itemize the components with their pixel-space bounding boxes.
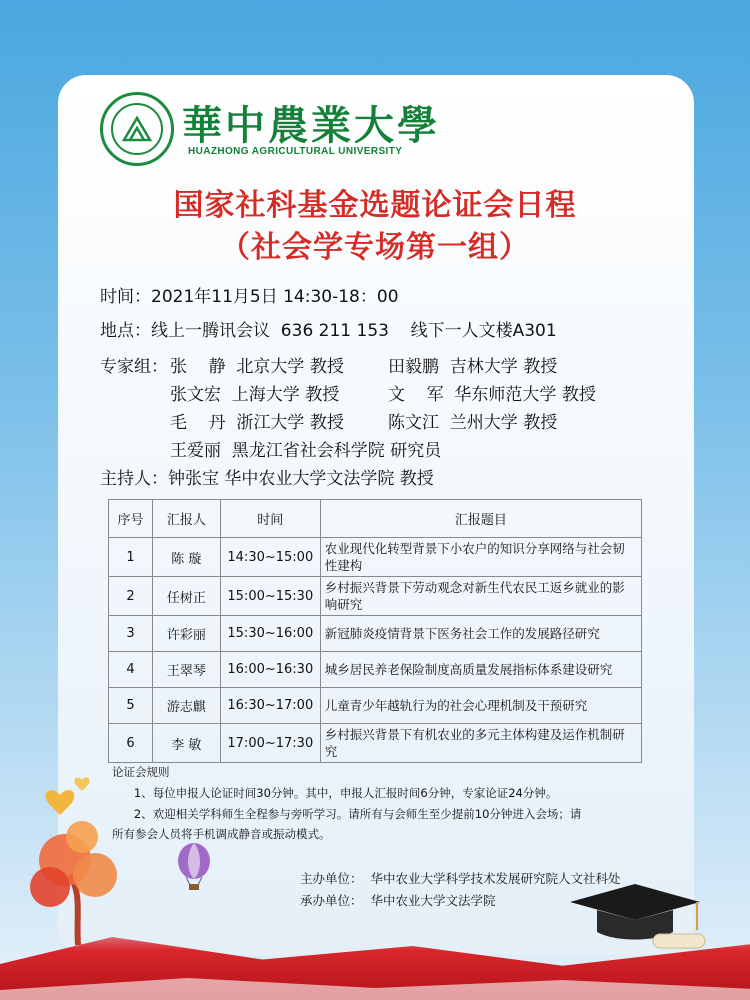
header-index: 序号 (109, 500, 153, 538)
page-title: 国家社科基金选题论证会日程 (173, 188, 577, 223)
row-index: 5 (109, 688, 153, 724)
row-time: 14:30~15:00 (220, 538, 320, 577)
hot-air-balloon-icon (174, 843, 214, 891)
row-topic: 新冠肺炎疫情背景下医务社会工作的发展路径研究 (320, 616, 641, 652)
row-topic: 乡村振兴背景下有机农业的多元主体构建及运作机制研究 (320, 724, 641, 763)
rules-line-1: 1、每位申报人论证时间30分钟。其中，申报人汇报时间6分钟，专家论证24分钟。 (112, 786, 558, 800)
organizer-co: 承办单位： 华中农业大学文法学院 (300, 893, 496, 908)
row-presenter: 陈 璇 (152, 538, 220, 577)
row-index: 3 (109, 616, 153, 652)
row-presenter: 李 敏 (152, 724, 220, 763)
row-topic: 儿童青少年越轨行为的社会心理机制及干预研究 (320, 688, 641, 724)
page-subtitle: （社会学专场第一组） (220, 230, 530, 265)
row-presenter: 王翠琴 (152, 652, 220, 688)
row-time: 17:00~17:30 (220, 724, 320, 763)
emblem-pagoda-icon (120, 114, 154, 144)
row-topic: 城乡居民养老保险制度高质量发展指标体系建设研究 (320, 652, 641, 688)
rules-title: 论证会规则 (112, 765, 170, 779)
table-row (109, 724, 642, 763)
table-row (109, 577, 642, 616)
expert-3: 张文宏 上海大学 教授 (170, 385, 340, 405)
expert-5: 毛 丹 浙江大学 教授 (170, 413, 344, 433)
row-presenter: 任树正 (152, 577, 220, 616)
row-index: 4 (109, 652, 153, 688)
table-header-row (109, 500, 642, 538)
schedule-table (108, 499, 642, 763)
location-line: 地点：线上一腾讯会议 636 211 153 线下一人文楼A301 (100, 321, 557, 341)
expert-7: 王爱丽 黑龙江省社会科学院 研究员 (170, 441, 442, 461)
university-name-en: HUAZHONG AGRICULTURAL UNIVERSITY (188, 146, 403, 157)
header-presenter: 汇报人 (152, 500, 220, 538)
row-presenter: 游志麒 (152, 688, 220, 724)
row-time: 16:30~17:00 (220, 688, 320, 724)
row-index: 6 (109, 724, 153, 763)
time-line: 时间：2021年11月5日 14:30-18：00 (100, 287, 399, 307)
header-topic: 汇报题目 (320, 500, 641, 538)
graduation-cap-icon (565, 880, 715, 960)
header-time: 时间 (220, 500, 320, 538)
row-index: 2 (109, 577, 153, 616)
expert-6: 陈文江 兰州大学 教授 (388, 413, 558, 433)
row-time: 15:30~16:00 (220, 616, 320, 652)
host-line: 主持人：钟张宝 华中农业大学文法学院 教授 (100, 469, 434, 489)
experts-label: 专家组： (100, 357, 168, 377)
decorative-tree-icon (20, 775, 140, 950)
organizer-host: 主办单位： 华中农业大学科学技术发展研究院人文社科处 (300, 871, 621, 886)
expert-1: 张 静 北京大学 教授 (170, 357, 344, 377)
row-presenter: 许彩丽 (152, 616, 220, 652)
university-emblem-icon (100, 92, 174, 166)
rules-line-2: 2、欢迎相关学科师生全程参与旁听学习。请所有与会师生至少提前10分钟进入会场；请 (112, 807, 582, 821)
table-row (109, 538, 642, 577)
row-topic: 农业现代化转型背景下小农户的知识分享网络与社会韧性建构 (320, 538, 641, 577)
university-name-cn: 華中農業大學 (182, 102, 440, 149)
row-time: 16:00~16:30 (220, 652, 320, 688)
row-time: 15:00~15:30 (220, 577, 320, 616)
table-row (109, 616, 642, 652)
table-row (109, 652, 642, 688)
row-index: 1 (109, 538, 153, 577)
rules-line-3: 所有参会人员将手机调成静音或振动模式。 (112, 827, 331, 841)
table-row (109, 688, 642, 724)
expert-4: 文 军 华东师范大学 教授 (388, 385, 596, 405)
expert-2: 田毅鹏 吉林大学 教授 (388, 357, 558, 377)
row-topic: 乡村振兴背景下劳动观念对新生代农民工返乡就业的影响研究 (320, 577, 641, 616)
